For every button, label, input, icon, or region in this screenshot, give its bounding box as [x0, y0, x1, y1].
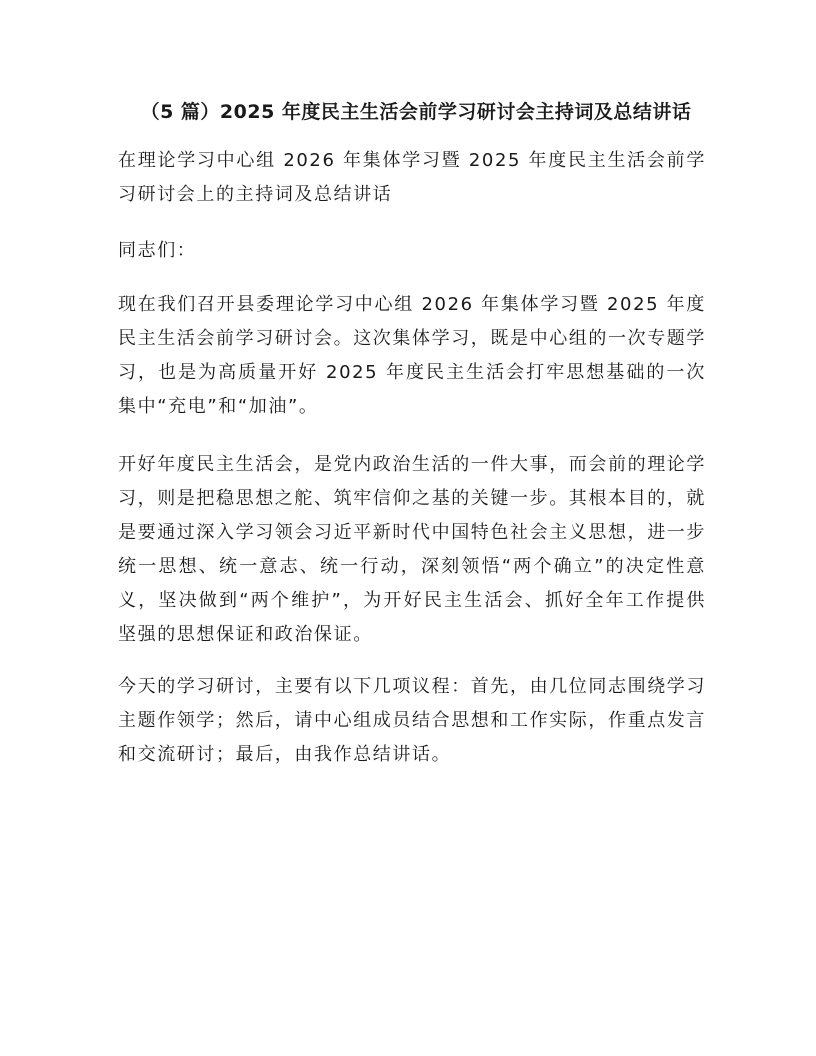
- greeting: 同志们：: [118, 240, 197, 261]
- paragraph-2: 开好年度民主生活会，是党内政治生活的一件大事，而会前的理论学习，则是把稳思想之舵、筑牢信仰之基的关键一步。其根本目的，就是要通过深入学习领会习近平新时代中国特色社会主义思想，进一步统一思想、统一意志、统一行动，深刻领悟“两个确立”的决定性意义，坚决做到“两个维护”，为开好民主生活会、抓好全年工作提供坚强的思想保证和政治保证。: [118, 454, 706, 645]
- paragraph-1: 现在我们召开县委理论学习中心组 2026 年集体学习暨 2025 年度民主生活会前学习研讨会。这次集体学习，既是中心组的一次专题学习，也是为高质量开好 2025 年度民主生活会打牢思想基础的一次集中“充电”和“加油”。: [118, 294, 706, 417]
- document-title: （5 篇）2025 年度民主生活会前学习研讨会主持词及总结讲话: [140, 101, 692, 123]
- document-subtitle: 在理论学习中心组 2026 年集体学习暨 2025 年度民主生活会前学习研讨会上的主持词及总结讲话: [118, 150, 706, 205]
- paragraph-3: 今天的学习研讨，主要有以下几项议程：首先，由几位同志围绕学习主题作领学；然后，请中心组成员结合思想和工作实际，作重点发言和交流研讨；最后，由我作总结讲话。: [118, 676, 706, 765]
